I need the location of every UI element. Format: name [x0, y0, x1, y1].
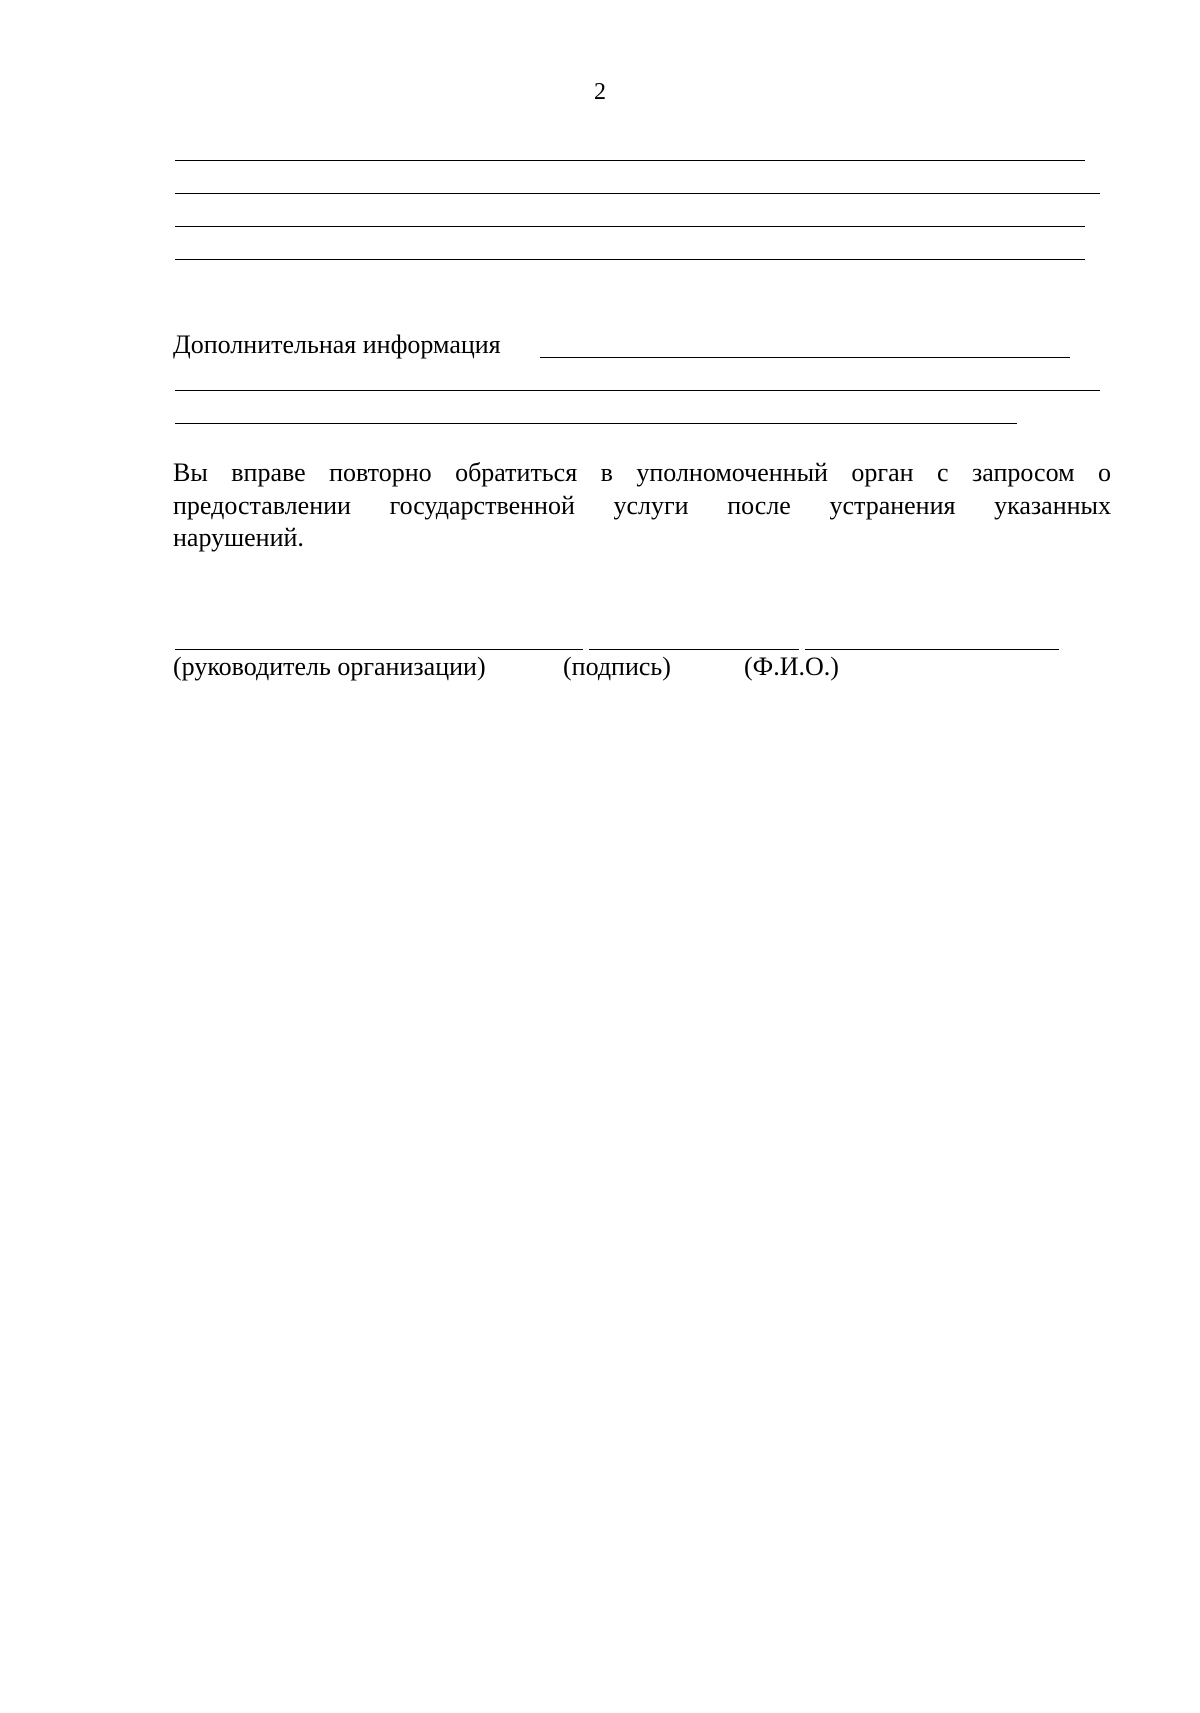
additional-info-blank-line-2[interactable]: [175, 423, 1017, 424]
additional-info-blank-line-1[interactable]: [175, 390, 1100, 391]
signature-caption: (подпись): [563, 652, 671, 681]
reason-blank-line-3[interactable]: [175, 226, 1085, 227]
notice-line-2: предоставлении государственной услуги после устранения указанных: [173, 490, 1111, 520]
full-name-caption: (Ф.И.О.): [744, 652, 839, 681]
notice-line-3: нарушений.: [173, 523, 304, 552]
reason-blank-line-1[interactable]: [175, 160, 1085, 161]
reapply-notice-paragraph: [173, 457, 1111, 555]
full-name-line[interactable]: [805, 649, 1059, 650]
page-number: 2: [594, 79, 606, 105]
head-caption: (руководитель организации): [173, 652, 486, 681]
additional-info-label: Дополнительная информация: [173, 330, 501, 359]
additional-info-field-line[interactable]: [540, 357, 1070, 358]
notice-line-1: Вы вправе повторно обратиться в уполномоченный орган с запросом о: [173, 458, 1111, 487]
head-signature-line[interactable]: [175, 649, 583, 650]
signature-line[interactable]: [589, 649, 799, 650]
reason-blank-line-4[interactable]: [175, 259, 1085, 260]
reason-blank-line-2[interactable]: [175, 193, 1100, 194]
